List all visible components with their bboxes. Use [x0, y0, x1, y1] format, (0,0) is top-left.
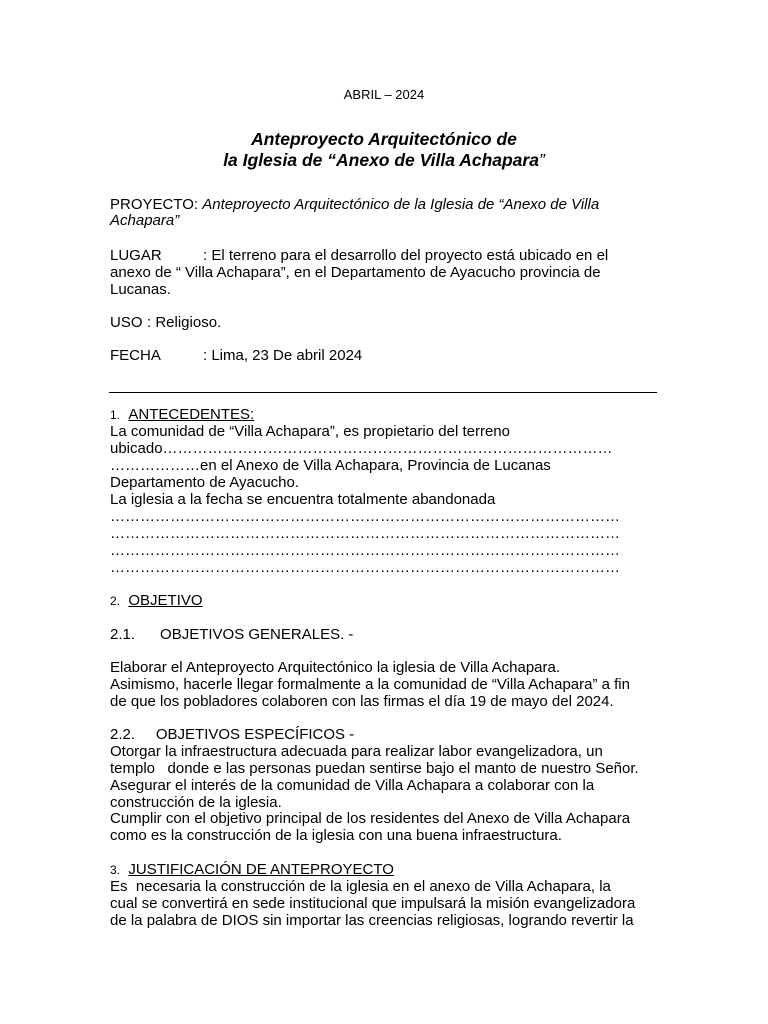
antecedentes-dotted-line: ………………………………………………………………………………………… [110, 542, 620, 559]
objetivos-generales-line: de que los pobladores colaboren con las firmas el día 19 de mayo del 2024. [110, 693, 614, 710]
justificacion-title: JUSTIFICACIÓN DE ANTEPROYECTO [128, 861, 394, 878]
proyecto-line-1 [110, 196, 599, 213]
antecedentes-number: 1. [110, 408, 121, 422]
objetivos-especificos-line: construcción de la iglesia. [110, 794, 282, 811]
title-line-2-closing-quote: ” [538, 150, 545, 170]
lugar-line-1 [110, 247, 608, 264]
objetivo-heading [110, 592, 203, 610]
objetivo-number: 2. [110, 594, 121, 608]
objetivos-especificos-line: como es la construcción de la iglesia con una buena infraestructura. [110, 827, 562, 844]
fecha-value: : Lima, 23 De abril 2024 [203, 347, 363, 364]
justificacion-line: de la palabra de DIOS sin importar las creencias religiosas, logrando revertir la [110, 912, 634, 929]
proyecto-value: Anteproyecto Arquitectónico de la Iglesia de “Anexo de Villa [202, 196, 600, 213]
justificacion-number: 3. [110, 863, 121, 877]
fecha-label: FECHA [110, 347, 161, 364]
uso-value: : Religioso. [147, 314, 222, 331]
uso-line [110, 314, 221, 331]
antecedentes-line: La comunidad de “Villa Achapara”, es propietario del terreno [110, 423, 510, 440]
title-line-1: Anteproyecto Arquitectónico de [251, 129, 517, 149]
horizontal-divider [109, 392, 657, 393]
objetivos-especificos-line: Otorgar la infraestructura adecuada para realizar labor evangelizadora, un [110, 743, 603, 760]
antecedentes-line: La iglesia a la fecha se encuentra totalmente abandonada [110, 491, 496, 508]
antecedentes-line: ………………en el Anexo de Villa Achapara, Provincia de Lucanas [110, 457, 551, 474]
antecedentes-title: ANTECEDENTES: [128, 406, 255, 423]
lugar-label: LUGAR [110, 247, 162, 264]
proyecto-value-cont: Achapara” [110, 212, 180, 229]
antecedentes-line: ubicado……………………………………………………………………………… [110, 440, 613, 457]
antecedentes-dotted-line: ………………………………………………………………………………………… [110, 508, 620, 525]
proyecto-label: PROYECTO: [110, 196, 199, 213]
justificacion-line: Es necesaria la construcción de la iglesia en el anexo de Villa Achapara, la [110, 878, 611, 895]
objetivos-especificos-heading: 2.2. OBJETIVOS ESPECÍFICOS - [110, 726, 355, 743]
lugar-value: : El terreno para el desarrollo del proyecto está ubicado en el [203, 247, 609, 264]
objetivos-especificos-line: templo donde e las personas puedan sentirse bajo el manto de nuestro Señor. [110, 760, 639, 777]
title-line-2 [0, 150, 768, 170]
objetivos-generales-heading: 2.1. OBJETIVOS GENERALES. - [110, 626, 354, 643]
objetivo-title: OBJETIVO [128, 592, 203, 609]
objetivos-generales-line: Elaborar el Anteproyecto Arquitectónico la iglesia de Villa Achapara. [110, 659, 561, 676]
objetivos-generales-line: Asimismo, hacerle llegar formalmente a la comunidad de “Villa Achapara” a fin [110, 676, 630, 693]
uso-label: USO [110, 314, 143, 331]
fecha-line [110, 347, 362, 364]
lugar-line-2: anexo de “ Villa Achapara”, en el Departamento de Ayacucho provincia de [110, 264, 601, 281]
antecedentes-line: Departamento de Ayacucho. [110, 474, 300, 491]
title-line-2-text: la Iglesia de “Anexo de Villa Achapara [223, 150, 539, 170]
objetivos-especificos-line: Asegurar el interés de la comunidad de Villa Achapara a colaborar con la [110, 777, 595, 794]
objetivos-especificos-line: Cumplir con el objetivo principal de los residentes del Anexo de Villa Achapara [110, 810, 631, 827]
antecedentes-heading [110, 406, 254, 424]
justificacion-heading [110, 861, 394, 879]
antecedentes-dotted-line: ………………………………………………………………………………………… [110, 525, 620, 542]
justificacion-line: cual se convertirá en sede institucional que impulsará la misión evangelizadora [110, 895, 636, 912]
document-date: ABRIL – 2024 [343, 87, 425, 102]
lugar-line-3: Lucanas. [110, 281, 171, 298]
antecedentes-dotted-line: ………………………………………………………………………………………… [110, 559, 620, 576]
